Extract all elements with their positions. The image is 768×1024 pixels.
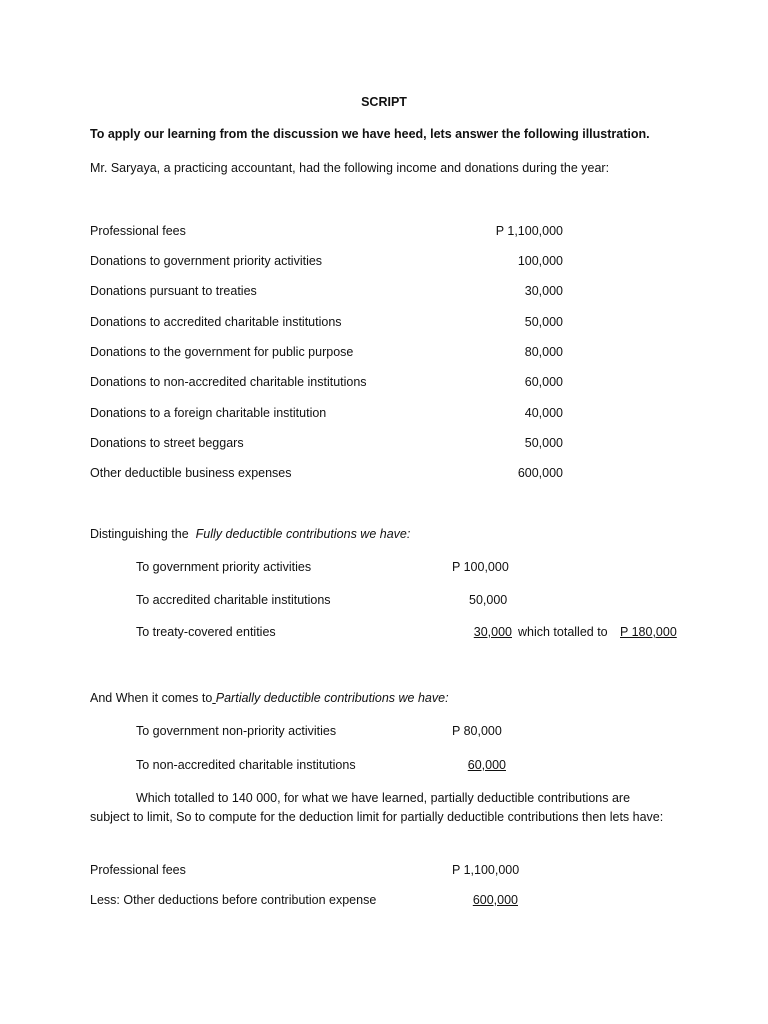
item-amount: 50,000	[524, 436, 563, 450]
item-label: Donations to accredited charitable institutions	[90, 315, 342, 329]
partially-item-amount: 60,000	[467, 758, 506, 772]
item-label: Donations pursuant to treaties	[90, 284, 257, 298]
item-amount: 30,000	[524, 284, 563, 298]
fully-item-amount: P 100,000	[452, 560, 509, 574]
item-label: Other deductible business expenses	[90, 466, 292, 480]
fully-total-amount: P 180,000	[620, 625, 677, 639]
heading-prefix: And When it comes to	[90, 691, 213, 705]
partially-item-label: To government non-priority activities	[136, 724, 337, 738]
item-label: Donations to street beggars	[90, 436, 244, 450]
item-amount: P 1,100,000	[495, 224, 563, 238]
limit-item-amount: P 1,100,000	[452, 863, 520, 877]
intro-line: To apply our learning from the discussion we have heed, lets answer the following illustration.	[90, 127, 650, 141]
fully-deductible-heading	[90, 527, 410, 541]
partially-item-amount: P 80,000	[452, 724, 502, 738]
item-label: Donations to government priority activities	[90, 254, 323, 268]
fully-item-amount: 50,000	[469, 593, 508, 607]
limit-item-amount: 600,000	[472, 893, 518, 907]
item-label: Professional fees	[90, 224, 186, 238]
document-title: SCRIPT	[361, 95, 407, 109]
fully-item-label: To accredited charitable institutions	[136, 593, 331, 607]
item-amount: 80,000	[524, 345, 563, 359]
item-label: Donations to the government for public purpose	[90, 345, 354, 359]
limit-item-label: Professional fees	[90, 863, 186, 877]
item-amount: 600,000	[517, 466, 563, 480]
item-label: Donations to non-accredited charitable institutions	[90, 375, 367, 389]
partially-item-label: To non-accredited charitable institutions	[136, 758, 356, 772]
item-amount: 50,000	[524, 315, 563, 329]
fully-item-amount: 30,000	[473, 625, 512, 639]
heading-italic: Fully deductible contributions we have:	[195, 527, 411, 541]
partially-deductible-heading	[90, 691, 449, 705]
item-label: Donations to a foreign charitable institution	[90, 406, 327, 420]
item-amount: 40,000	[524, 406, 563, 420]
description-line: Mr. Saryaya, a practicing accountant, had the following income and donations during the year:	[90, 161, 610, 175]
heading-prefix: Distinguishing the	[90, 527, 189, 541]
item-amount: 60,000	[524, 375, 563, 389]
fully-item-label: To treaty-covered entities	[136, 625, 276, 639]
heading-italic: Partially deductible contributions we have:	[215, 691, 449, 705]
fully-item-label: To government priority activities	[136, 560, 312, 574]
item-amount: 100,000	[517, 254, 563, 268]
limit-item-label: Less: Other deductions before contribution expense	[90, 893, 377, 907]
explanation-paragraph	[90, 789, 670, 827]
fully-total-text: which totalled to	[518, 625, 608, 639]
explanation-text: Which totalled to 140 000, for what we have learned, partially deductible contributions are subject to limit, So to compute for the deduction limit for partially deductible contributions then lets have:	[90, 791, 664, 824]
